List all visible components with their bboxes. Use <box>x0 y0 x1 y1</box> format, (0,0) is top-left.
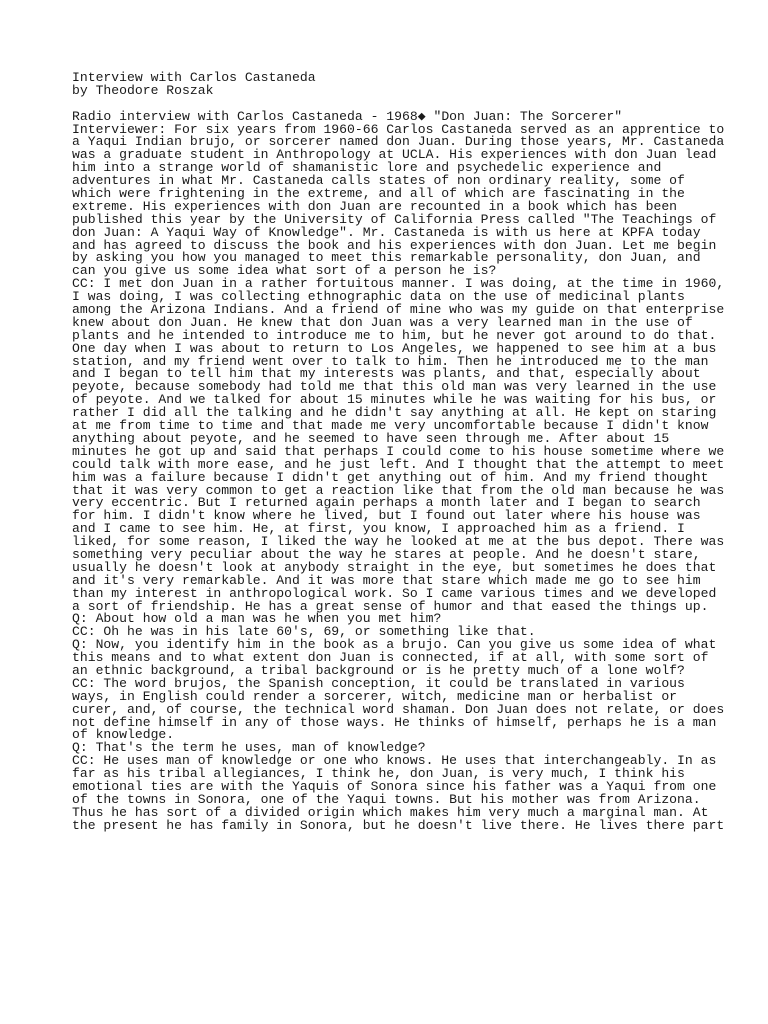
body-text-line: peyote, because somebody had told me that this old man was very learned in the use <box>72 379 717 395</box>
body-text-line: of knowledge. <box>72 727 175 743</box>
interview-body <box>72 108 725 833</box>
document-title: Interview with Carlos Castaneda <box>72 70 316 85</box>
body-text-line: him was a failure because I didn't get anything out of him. And my friend thought <box>72 469 709 485</box>
body-text-line: curer, and, of course, the technical word shaman. Don Juan does not relate, or does <box>72 701 725 717</box>
body-text-line: of the towns in Sonora, one of the Yaqui towns. But his mother was from Arizona. <box>72 791 701 807</box>
body-text-line: knew about don Juan. He knew that don Juan was a very learned man in the use of <box>72 314 693 330</box>
body-text-line: CC: He uses man of knowledge or one who knows. He uses that interchangeably. In as <box>72 753 717 769</box>
body-text-line: and it's very remarkable. And it was more that stare which made me go to see him <box>72 572 701 588</box>
body-text-line: a sort of friendship. He has a great sense of humor and that eased the things up. <box>72 598 709 614</box>
body-text-line: Q: Now, you identify him in the book as a brujo. Can you give us some idea of what <box>72 637 717 653</box>
body-text-line: him into a strange world of shamanistic lore and psychedelic experience and <box>72 160 662 176</box>
body-text-line: an ethnic background, a tribal background or is he pretty much of a lone wolf? <box>72 662 685 678</box>
body-text-line: Q: That's the term he uses, man of knowledge? <box>72 740 426 756</box>
body-text-line: the present he has family in Sonora, but he doesn't live there. He lives there part <box>72 817 725 833</box>
body-text-line: usually he doesn't look at anybody straight in the eye, but sometimes he does that <box>72 559 717 575</box>
body-text-line: and I began to tell him that my interests was plants, and that, especially about <box>72 366 701 382</box>
body-text-line: Radio interview with Carlos Castaneda - 1968◆ "Don Juan: The Sorcerer" <box>72 108 623 124</box>
document-page <box>72 70 725 833</box>
body-text-line: ways, in English could render a sorcerer, witch, medicine man or herbalist or <box>72 688 678 704</box>
body-text-line: can you give us some idea what sort of a person he is? <box>72 263 497 279</box>
body-text-line: among the Arizona Indians. And a friend of mine who was my guide on that enterprise <box>72 302 725 318</box>
body-text-line: rather I did all the talking and he didn't say anything at all. He kept on staring <box>72 405 717 421</box>
body-text-line: minutes he got up and said that perhaps I could come to his house sometime where we <box>72 443 725 459</box>
body-text-line: at me from time to time and that made me very uncomfortable because I didn't know <box>72 418 709 434</box>
body-text-line: of peyote. And we talked for about 15 minutes while he was waiting for his bus, or <box>72 392 717 408</box>
body-text-line: very eccentric. But I returned again perhaps a month later and I began to search <box>72 495 701 511</box>
body-text-line: and I came to see him. He, at first, you know, I approached him as a friend. I <box>72 521 685 537</box>
body-text-line: adventures in what Mr. Castaneda calls states of non ordinary reality, some of <box>72 173 685 189</box>
body-text-line: Interviewer: For six years from 1960-66 Carlos Castaneda served as an apprentice to <box>72 121 725 137</box>
body-text-line: plants and he intended to introduce me to him, but he never got around to do that. <box>72 327 717 343</box>
body-text-line: emotional ties are with the Yaquis of Sonora since his father was a Yaqui from one <box>72 778 717 794</box>
body-text-line: CC: The word brujos, the Spanish conception, it could be translated in various <box>72 675 685 691</box>
body-text-line: by asking you how you managed to meet this remarkable personality, don Juan, and <box>72 250 701 266</box>
body-text-line: liked, for some reason, I liked the way he looked at me at the bus depot. There was <box>72 534 725 550</box>
body-text-line: CC: Oh he was in his late 60's, 69, or something like that. <box>72 624 536 640</box>
body-text-line: a Yaqui Indian brujo, or sorcerer named don Juan. During those years, Mr. Castaneda <box>72 134 725 150</box>
body-text-line: CC: I met don Juan in a rather fortuitous manner. I was doing, at the time in 1960, <box>72 276 725 292</box>
body-text-line: was a graduate student in Anthropology at UCLA. His experiences with don Juan lead <box>72 147 717 163</box>
body-text-line: that it was very common to get a reaction like that from the old man because he was <box>72 482 725 498</box>
body-text-line: One day when I was about to return to Los Angeles, we happened to see him at a bus <box>72 340 717 356</box>
body-text-line: Q: About how old a man was he when you met him? <box>72 611 442 627</box>
body-text-line: don Juan: A Yaqui Way of Knowledge". Mr. Castaneda is with us here at KPFA today <box>72 224 701 240</box>
body-text-line: for him. I didn't know where he lived, but I found out later where his house was <box>72 508 701 524</box>
body-text-line: not define himself in any of those ways. He thinks of himself, perhaps he is a man <box>72 714 717 730</box>
body-text-line: than my interest in anthropological work. So I came various times and we developed <box>72 585 717 601</box>
body-text-line: could talk with more ease, and he just left. And I thought that the attempt to meet <box>72 456 725 472</box>
body-text-line: this means and to what extent don Juan is connected, if at all, with some sort of <box>72 650 709 666</box>
body-text-line: extreme. His experiences with don Juan are recounted in a book which has been <box>72 198 678 214</box>
body-text-line: anything about peyote, and he seemed to have seen through me. After about 15 <box>72 430 670 446</box>
body-text-line: far as his tribal allegiances, I think he, don Juan, is very much, I think his <box>72 766 685 782</box>
body-text-line: Thus he has sort of a divided origin which makes him very much a marginal man. At <box>72 804 709 820</box>
body-text-line: which were frightening in the extreme, and all of which are fascinating in the <box>72 186 685 202</box>
body-text-line: station, and my friend went over to talk to him. Then he introduced me to the man <box>72 353 709 369</box>
body-text-line: and has agreed to discuss the book and his experiences with don Juan. Let me begin <box>72 237 717 253</box>
body-text-line: I was doing, I was collecting ethnographic data on the use of medicinal plants <box>72 289 685 305</box>
body-text-line: published this year by the University of California Press called "The Teachings of <box>72 211 717 227</box>
document-byline: by Theodore Roszak <box>72 82 214 98</box>
body-text-line: something very peculiar about the way he stares at people. And he doesn't stare, <box>72 546 701 562</box>
